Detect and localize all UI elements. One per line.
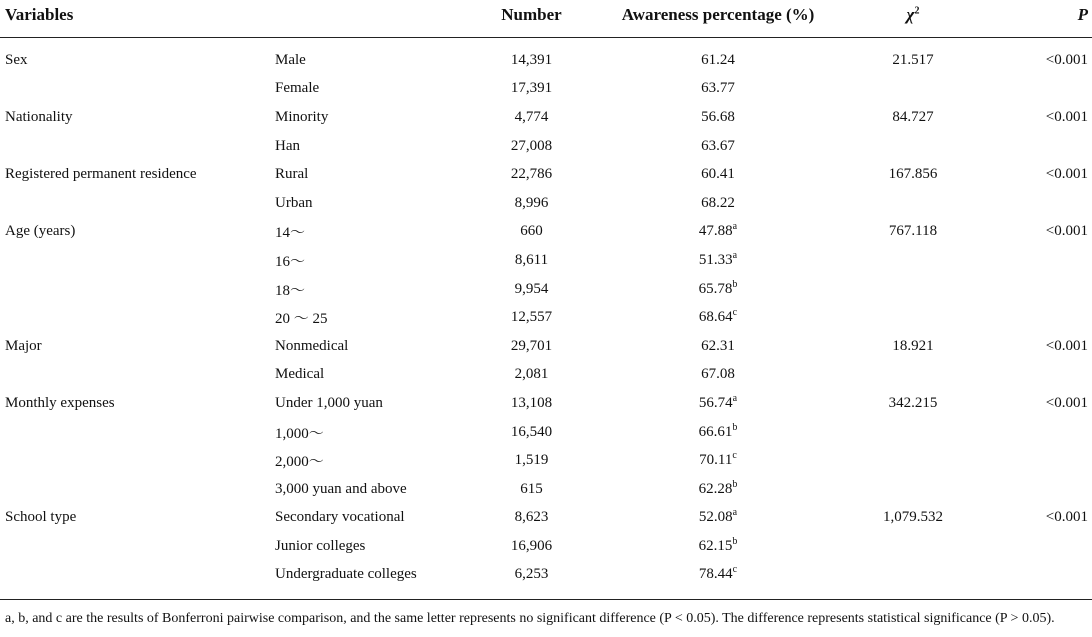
variable-cell (0, 418, 275, 447)
awareness-cell (618, 561, 818, 600)
variable-cell (0, 75, 275, 104)
table-row (0, 475, 1092, 504)
table-row (0, 332, 1092, 361)
category-cell (275, 561, 445, 600)
chi-square-cell-text: 342.215 (888, 394, 938, 411)
awareness-cell-text: 47.88 (698, 223, 733, 240)
variable-cell (0, 332, 275, 361)
awareness-cell-text: 66.61 (698, 423, 733, 440)
table-row (0, 504, 1092, 533)
number-cell (445, 361, 618, 390)
variable-cell-text: Major (5, 337, 42, 354)
chi-square-cell (818, 332, 1008, 361)
table-row (0, 361, 1092, 390)
category-cell-text: 20 ～ 25 (275, 311, 328, 328)
number-cell-text: 8,996 (514, 194, 549, 211)
variable-cell-text: Age (years) (5, 223, 76, 240)
p-value-cell (1008, 132, 1092, 161)
p-value-cell-text: <0.001 (1045, 394, 1088, 411)
number-cell (445, 75, 618, 104)
variable-cell-text: Monthly expenses (5, 394, 115, 411)
category-cell-text: Urban (275, 194, 313, 211)
category-cell (275, 446, 445, 475)
chi-square-cell (818, 132, 1008, 161)
category-cell (275, 132, 445, 161)
chi-square-cell (818, 103, 1008, 132)
variable-cell-text: Sex (5, 51, 28, 68)
chi-square-cell (818, 475, 1008, 504)
awareness-cell-text: 62.31 (701, 337, 735, 354)
p-value-cell (1008, 303, 1092, 332)
category-cell-text: Male (275, 51, 306, 68)
table-row (0, 303, 1092, 332)
number-cell (445, 132, 618, 161)
header-chi-square (818, 0, 1008, 38)
p-value-cell (1008, 246, 1092, 275)
p-value-cell-text: <0.001 (1045, 223, 1088, 240)
p-value-cell (1008, 103, 1092, 132)
category-cell-text: Junior colleges (275, 537, 366, 554)
p-value-cell (1008, 218, 1092, 247)
number-cell-text: 13,108 (510, 394, 553, 411)
table-row (0, 389, 1092, 418)
category-cell (275, 75, 445, 104)
variable-cell-text: Nationality (5, 108, 73, 125)
number-cell-text: 615 (520, 480, 543, 497)
p-symbol: P (1077, 5, 1088, 24)
awareness-cell (618, 361, 818, 390)
significance-letter: c (732, 564, 738, 576)
chi-square-cell (818, 561, 1008, 600)
significance-letter: a (732, 507, 738, 519)
category-cell (275, 475, 445, 504)
awareness-cell (618, 475, 818, 504)
table-row (0, 75, 1092, 104)
awareness-cell-text: 51.33 (698, 251, 733, 268)
chi-square-cell (818, 189, 1008, 218)
category-cell-text: 1,000～ (275, 425, 324, 442)
number-cell-text: 2,081 (514, 366, 549, 383)
awareness-cell-text: 60.41 (701, 166, 735, 183)
p-value-cell-text: <0.001 (1045, 166, 1088, 183)
table-row (0, 160, 1092, 189)
p-value-cell (1008, 361, 1092, 390)
header-number: Number (445, 0, 618, 38)
category-cell-text: 14～ (275, 225, 306, 242)
chi-square-cell-text: 767.118 (888, 223, 938, 240)
p-value-cell (1008, 332, 1092, 361)
category-cell-text: Female (275, 80, 320, 97)
category-cell (275, 218, 445, 247)
awareness-cell (618, 160, 818, 189)
awareness-cell-text: 62.15 (698, 537, 733, 554)
category-cell (275, 246, 445, 275)
table-row (0, 275, 1092, 304)
variable-cell (0, 275, 275, 304)
p-value-cell (1008, 275, 1092, 304)
number-cell-text: 1,519 (514, 452, 549, 469)
category-cell (275, 38, 445, 75)
number-cell-text: 16,906 (510, 537, 553, 554)
awareness-cell (618, 75, 818, 104)
chi-square-cell-text: 18.921 (892, 337, 934, 354)
variable-cell (0, 446, 275, 475)
number-cell-text: 12,557 (510, 309, 553, 326)
variable-cell (0, 303, 275, 332)
p-value-cell (1008, 532, 1092, 561)
header-variables: Variables (0, 0, 275, 38)
awareness-cell-text: 62.28 (698, 480, 733, 497)
chi-square-cell (818, 361, 1008, 390)
category-cell-text: Nonmedical (275, 337, 349, 354)
awareness-cell (618, 446, 818, 475)
number-cell (445, 446, 618, 475)
awareness-cell (618, 218, 818, 247)
number-cell-text: 17,391 (510, 80, 553, 97)
p-value-cell (1008, 189, 1092, 218)
significance-letter: b (732, 478, 738, 490)
number-cell-text: 660 (520, 223, 543, 240)
category-cell (275, 361, 445, 390)
variable-cell (0, 504, 275, 533)
awareness-cell-text: 65.78 (698, 280, 733, 297)
variable-cell (0, 361, 275, 390)
number-cell (445, 160, 618, 189)
table-row (0, 532, 1092, 561)
number-cell (445, 275, 618, 304)
awareness-cell-text: 67.08 (701, 366, 735, 383)
p-value-cell (1008, 389, 1092, 418)
chi-square-cell (818, 504, 1008, 533)
awareness-cell-text: 68.64 (698, 309, 733, 326)
table-row (0, 561, 1092, 600)
number-cell-text: 16,540 (510, 423, 553, 440)
awareness-cell (618, 504, 818, 533)
variable-cell (0, 38, 275, 75)
awareness-cell (618, 389, 818, 418)
chi-square-cell (818, 246, 1008, 275)
variable-cell (0, 561, 275, 600)
awareness-cell (618, 103, 818, 132)
significance-letter: b (732, 421, 738, 433)
category-cell (275, 103, 445, 132)
awareness-cell (618, 418, 818, 447)
chi-square-cell (818, 418, 1008, 447)
table-body (0, 38, 1092, 600)
chi-square-cell-text: 21.517 (892, 51, 934, 68)
significance-letter: b (732, 278, 738, 290)
category-cell-text: 18～ (275, 282, 306, 299)
awareness-cell-text: 70.11 (699, 452, 733, 469)
header-row (0, 0, 1092, 38)
table-footnote: a, b, and c are the results of Bonferroni pairwise comparison, and the same letter represents no significant difference (P < 0.05). The difference represents statistical significance (P > 0.05). (5, 611, 1055, 626)
significance-letter: c (732, 307, 738, 319)
number-cell-text: 8,611 (514, 251, 549, 268)
variable-cell (0, 218, 275, 247)
variable-cell (0, 132, 275, 161)
number-cell (445, 303, 618, 332)
category-cell-text: Minority (275, 108, 329, 125)
header-category (275, 0, 445, 38)
number-cell (445, 38, 618, 75)
table-row (0, 189, 1092, 218)
header-awareness: Awareness percentage (%) (618, 0, 818, 38)
significance-letter: c (732, 450, 737, 462)
category-cell (275, 303, 445, 332)
variable-cell-text: School type (5, 509, 77, 526)
p-value-cell (1008, 504, 1092, 533)
number-cell (445, 418, 618, 447)
number-cell-text: 6,253 (514, 566, 549, 583)
number-cell-text: 22,786 (510, 166, 553, 183)
p-value-cell (1008, 418, 1092, 447)
awareness-cell (618, 246, 818, 275)
chi-square-cell (818, 389, 1008, 418)
chi-square-cell (818, 218, 1008, 247)
variable-cell (0, 246, 275, 275)
awareness-cell (618, 303, 818, 332)
chi-symbol: χ (906, 5, 915, 24)
number-cell-text: 29,701 (510, 337, 553, 354)
significance-letter: a (732, 249, 738, 261)
number-cell-text: 27,008 (510, 137, 553, 154)
table-row (0, 38, 1092, 75)
header-p (1008, 0, 1092, 38)
category-cell (275, 389, 445, 418)
number-cell (445, 475, 618, 504)
category-cell-text: 3,000 yuan and above (275, 480, 407, 497)
number-cell (445, 389, 618, 418)
table-row (0, 103, 1092, 132)
number-cell (445, 218, 618, 247)
category-cell-text: Secondary vocational (275, 509, 405, 526)
chi-square-cell-text: 167.856 (888, 166, 938, 183)
chi-square-cell (818, 160, 1008, 189)
p-value-cell-text: <0.001 (1045, 51, 1088, 68)
variable-cell (0, 389, 275, 418)
category-cell (275, 275, 445, 304)
chi-square-cell (818, 75, 1008, 104)
p-value-cell (1008, 561, 1092, 600)
p-value-cell (1008, 75, 1092, 104)
chi-square-cell (818, 303, 1008, 332)
number-cell (445, 246, 618, 275)
table-row (0, 246, 1092, 275)
category-cell (275, 418, 445, 447)
category-cell-text: Undergraduate colleges (275, 566, 417, 583)
awareness-cell-text: 68.22 (701, 194, 735, 211)
awareness-cell-text: 56.68 (701, 108, 735, 125)
awareness-cell (618, 532, 818, 561)
chi-square-cell (818, 446, 1008, 475)
category-cell (275, 532, 445, 561)
variable-cell (0, 475, 275, 504)
p-value-cell (1008, 160, 1092, 189)
p-value-cell-text: <0.001 (1045, 337, 1088, 354)
chi-square-cell (818, 275, 1008, 304)
number-cell (445, 189, 618, 218)
significance-letter: a (732, 221, 738, 233)
awareness-cell-text: 63.77 (701, 80, 735, 97)
awareness-cell-text: 61.24 (701, 51, 735, 68)
variable-cell (0, 103, 275, 132)
table-row (0, 132, 1092, 161)
variable-cell (0, 160, 275, 189)
number-cell-text: 14,391 (510, 51, 553, 68)
significance-letter: a (732, 392, 738, 404)
variable-cell (0, 532, 275, 561)
category-cell-text: 16～ (275, 253, 306, 270)
number-cell-text: 8,623 (514, 509, 549, 526)
p-value-cell-text: <0.001 (1045, 108, 1088, 125)
awareness-cell-text: 52.08 (698, 509, 733, 526)
awareness-cell-text: 63.67 (701, 137, 735, 154)
number-cell (445, 532, 618, 561)
variable-cell (0, 189, 275, 218)
chi-square-cell-text: 84.727 (892, 108, 934, 125)
table-row (0, 418, 1092, 447)
p-value-cell (1008, 38, 1092, 75)
category-cell (275, 160, 445, 189)
awareness-cell (618, 38, 818, 75)
awareness-cell-text: 78.44 (698, 566, 733, 583)
number-cell-text: 4,774 (514, 108, 549, 125)
number-cell (445, 504, 618, 533)
number-cell-text: 9,954 (514, 280, 549, 297)
table-row (0, 446, 1092, 475)
table-header (0, 0, 1092, 38)
significance-letter: b (732, 535, 738, 547)
awareness-cell (618, 332, 818, 361)
p-value-cell-text: <0.001 (1045, 509, 1088, 526)
category-cell (275, 504, 445, 533)
table-row (0, 218, 1092, 247)
category-cell-text: Under 1,000 yuan (275, 394, 383, 411)
number-cell (445, 103, 618, 132)
category-cell-text: Rural (275, 166, 309, 183)
chi-superscript: 2 (914, 5, 920, 17)
awareness-cell (618, 275, 818, 304)
awareness-cell-text: 56.74 (698, 394, 733, 411)
awareness-cell (618, 189, 818, 218)
category-cell-text: Han (275, 137, 300, 154)
number-cell (445, 332, 618, 361)
category-cell (275, 332, 445, 361)
category-cell-text: 2,000～ (275, 454, 324, 471)
chi-square-cell-text: 1,079.532 (883, 509, 943, 526)
p-value-cell (1008, 446, 1092, 475)
category-cell-text: Medical (275, 366, 325, 383)
p-value-cell (1008, 475, 1092, 504)
number-cell (445, 561, 618, 600)
chi-square-cell (818, 532, 1008, 561)
category-cell (275, 189, 445, 218)
awareness-cell (618, 132, 818, 161)
chi-square-cell (818, 38, 1008, 75)
variable-cell-text: Registered permanent residence (5, 166, 197, 183)
